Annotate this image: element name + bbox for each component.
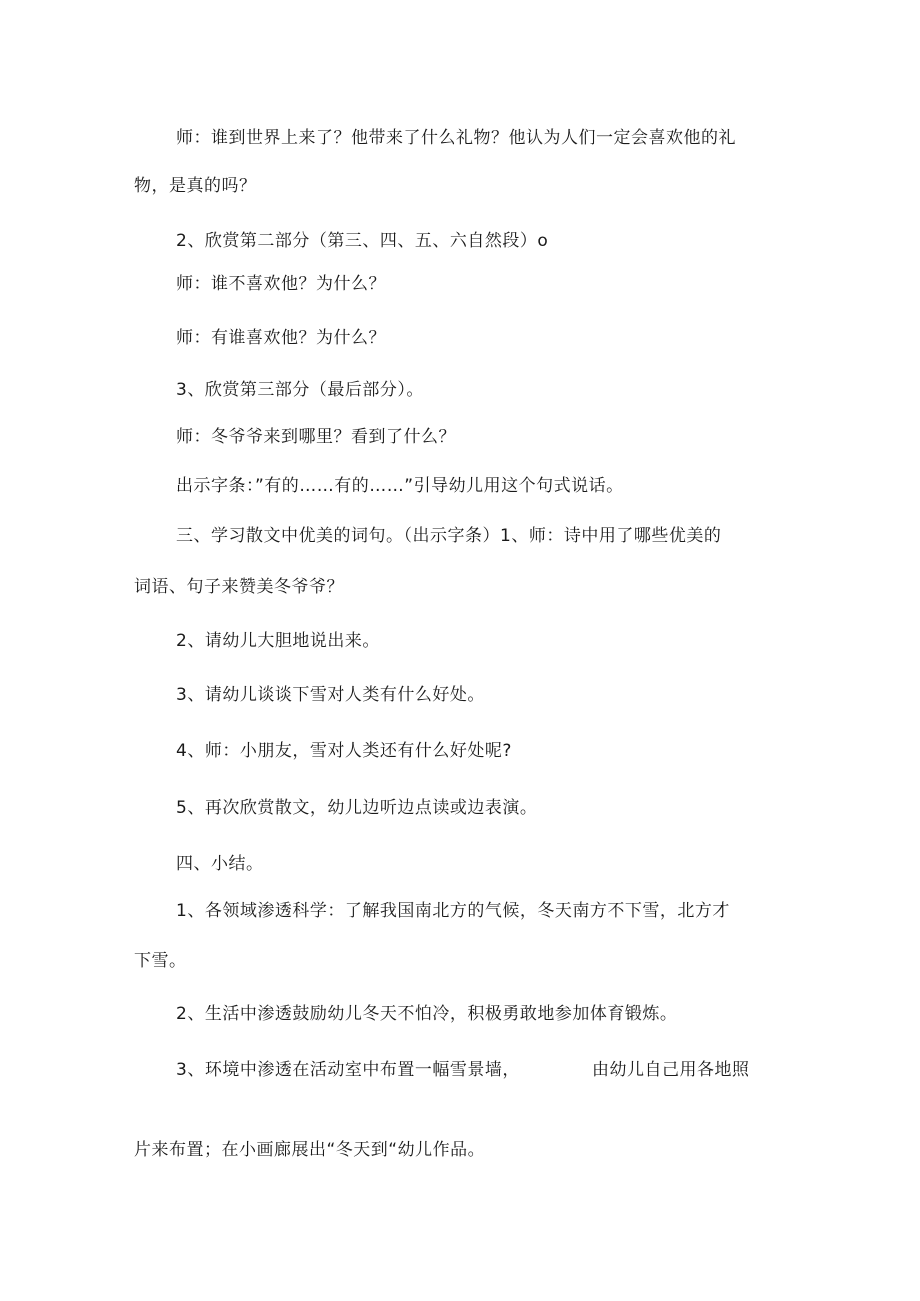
text-line: 物，是真的吗？ xyxy=(134,176,257,196)
text-line: 2、请幼儿大胆地说出来。 xyxy=(176,631,380,651)
text-line: 师：谁不喜欢他？为什么？ xyxy=(176,274,386,294)
text-line: 出示字条：”有的……有的……”引导幼儿用这个句式说话。 xyxy=(176,476,624,496)
text-line: 由幼儿自己用各地照 xyxy=(592,1060,750,1080)
text-line: 2、生活中渗透鼓励幼儿冬天不怕冷，积极勇敢地参加体育锻炼。 xyxy=(176,1004,678,1024)
text-line: 词语、句子来赞美冬爷爷？ xyxy=(134,577,344,597)
text-line: 1、各领域渗透科学：了解我国南北方的气候，冬天南方不下雪，北方才 xyxy=(176,901,730,921)
text-line: 5、再次欣赏散文，幼儿边听边点读或边表演。 xyxy=(176,798,538,818)
text-line: 2、欣赏第二部分（第三、四、五、六自然段）o xyxy=(176,231,549,251)
text-line: 3、欣赏第三部分（最后部分）。 xyxy=(176,380,424,400)
text-line: 4、师：小朋友，雪对人类还有什么好处呢? xyxy=(176,741,512,761)
text-line: 下雪。 xyxy=(134,951,187,971)
text-line: 师：有谁喜欢他？为什么？ xyxy=(176,328,386,348)
text-line: 三、学习散文中优美的词句。（出示字条）1、师：诗中用了哪些优美的 xyxy=(176,526,722,546)
section-heading: 四、小结。 xyxy=(176,854,264,874)
text-line: 师：冬爷爷来到哪里？看到了什么？ xyxy=(176,427,456,447)
text-line: 3、环境中渗透在活动室中布置一幅雪景墙， xyxy=(176,1060,520,1080)
text-line: 师：谁到世界上来了？他带来了什么礼物？他认为人们一定会喜欢他的礼 xyxy=(176,128,736,148)
text-line: 3、请幼儿谈谈下雪对人类有什么好处。 xyxy=(176,685,485,705)
text-line: 片来布置；在小画廊展出“冬天到“幼儿作品。 xyxy=(134,1140,486,1160)
